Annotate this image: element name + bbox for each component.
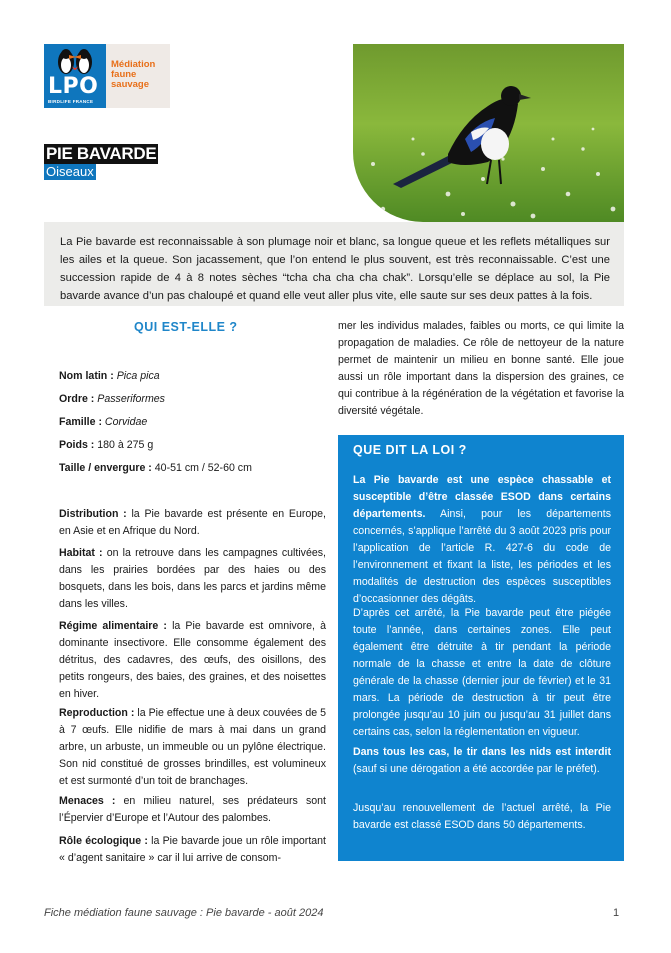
lpo-logo [44,44,170,108]
logo-line-2: faune [111,69,137,80]
footer-text: Fiche médiation faune sauvage : Pie bavarde - août 2024 [44,907,324,919]
intro-box [44,222,624,306]
qui-heading: QUI EST-ELLE ? [134,320,238,334]
section-diet: Régime alimentaire : la Pie bavarde est omnivore, à dominante insectivore. Elle consomme également des détritus, des cadavres, des œufs, des oisillons, des petits rongeurs, des baies, des graines, et des noisettes en hiver. [59,620,326,700]
section-reproduction: Reproduction : la Pie effectue une à deux couvées de 5 à 7 œufs. Elle nidifie de mars à mai dans un grand arbre, un arbuste, un immeuble ou un pylône électrique. Son nid constitué de grosses brindilles, est volumineux et est surmonté d’un toit de branchages. [59,707,326,787]
page-number: 1 [613,907,620,919]
fact-family: Famille : Corvidae [59,416,148,428]
fact-weight: Poids : 180 à 275 g [59,439,154,451]
category-badge: Oiseaux [46,164,94,179]
ecological-role-continuation: mer les individus malades, faibles ou morts, ce qui limite la propagation de maladies. Ce rôle de nettoyeur de la nature permet de maintenir un milieu en bonne santé. Elle joue aussi un rôle important dans la dispersion des graines, ce qui contribue à la régénération de la végétation et favorise la diversité végétale. [338,320,624,417]
section-habitat: Habitat : on la retrouve dans les campagnes cultivées, dans les prairies bordées par des haies ou des bosquets, dans les bois, dans les parcs et jardins même dans les villes. [59,547,326,610]
law-paragraph-3: Dans tous les cas, le tir dans les nids est interdit (sauf si une dérogation a été accordée par le préfet). [353,746,611,775]
logo-mediation-block [106,44,170,108]
puffin-icon [50,46,100,76]
fact-size: Taille / envergure : 40-51 cm / 52-60 cm [59,462,252,474]
law-paragraph-1: La Pie bavarde est une espèce chassable et susceptible d’être classée ESOD dans certains départements. Ainsi, pour les départements concernés, s’applique l’arrêté du 3 août 2023 pris pour l’application de l’article R. 427-6 du code de l’environnement et fixant la liste, les périodes et les modalités de destruction des espèces susceptibles d’occasionner des dégâts. [353,474,611,605]
law-heading: QUE DIT LA LOI ? [353,443,467,457]
section-ecological-role: Rôle écologique : la Pie bavarde joue un rôle important « d’agent sanitaire » car il lui arrive de consom- [59,835,326,864]
logo-brand: LPO [48,74,99,99]
section-distribution: Distribution : la Pie bavarde est présente en Europe, en Asie et en Afrique du Nord. [59,508,326,537]
logo-line-1: Médiation [111,59,156,70]
logo-blue-block [44,44,106,108]
law-box [338,435,624,861]
logo-line-3: sauvage [111,79,150,90]
page-title: PIE BAVARDE [46,144,157,163]
law-paragraph-4: Jusqu’au renouvellement de l’actuel arrêté, la Pie bavarde est classé ESOD dans 50 départements. [353,802,611,831]
law-paragraph-2: D’après cet arrêté, la Pie bavarde peut être piégée toute l’année, dans certaines zones. Elle peut également être détruite à tir pendant la période normale de la chasse et entre la date de clôture générale de la chasse (dernier jour de février) et le 31 mars. La période de destruction à tir peut être prolongée jusqu’au 10 juin ou jusqu’au 31 juillet dans certains cas, selon la réglementation en vigueur. [353,607,611,738]
intro-text: La Pie bavarde est reconnaissable à son plumage noir et blanc, sa longue queue et les reflets métalliques sur les ailes et la queue. Son jacassement, que l’on entend le plus souvent, est très reconnaissable. C’est une succession rapide de 4 à 8 notes sèches “tcha cha cha cha chak”. Lorsqu’elle se déplace au sol, la Pie bavarde avance d’un pas chaloupé et quand elle veut aller plus vite, elle saute sur ses deux pattes à la fois. [60,236,610,302]
fact-latin-name: Nom latin : Pica pica [59,370,160,382]
logo-subtitle: BIRDLIFE FRANCE [48,99,94,104]
magpie-photo [353,44,624,222]
section-threats: Menaces : en milieu naturel, ses prédateurs sont l’Épervier d’Europe et l’Autour des palombes. [59,795,326,824]
fact-order: Ordre : Passeriformes [59,393,165,405]
